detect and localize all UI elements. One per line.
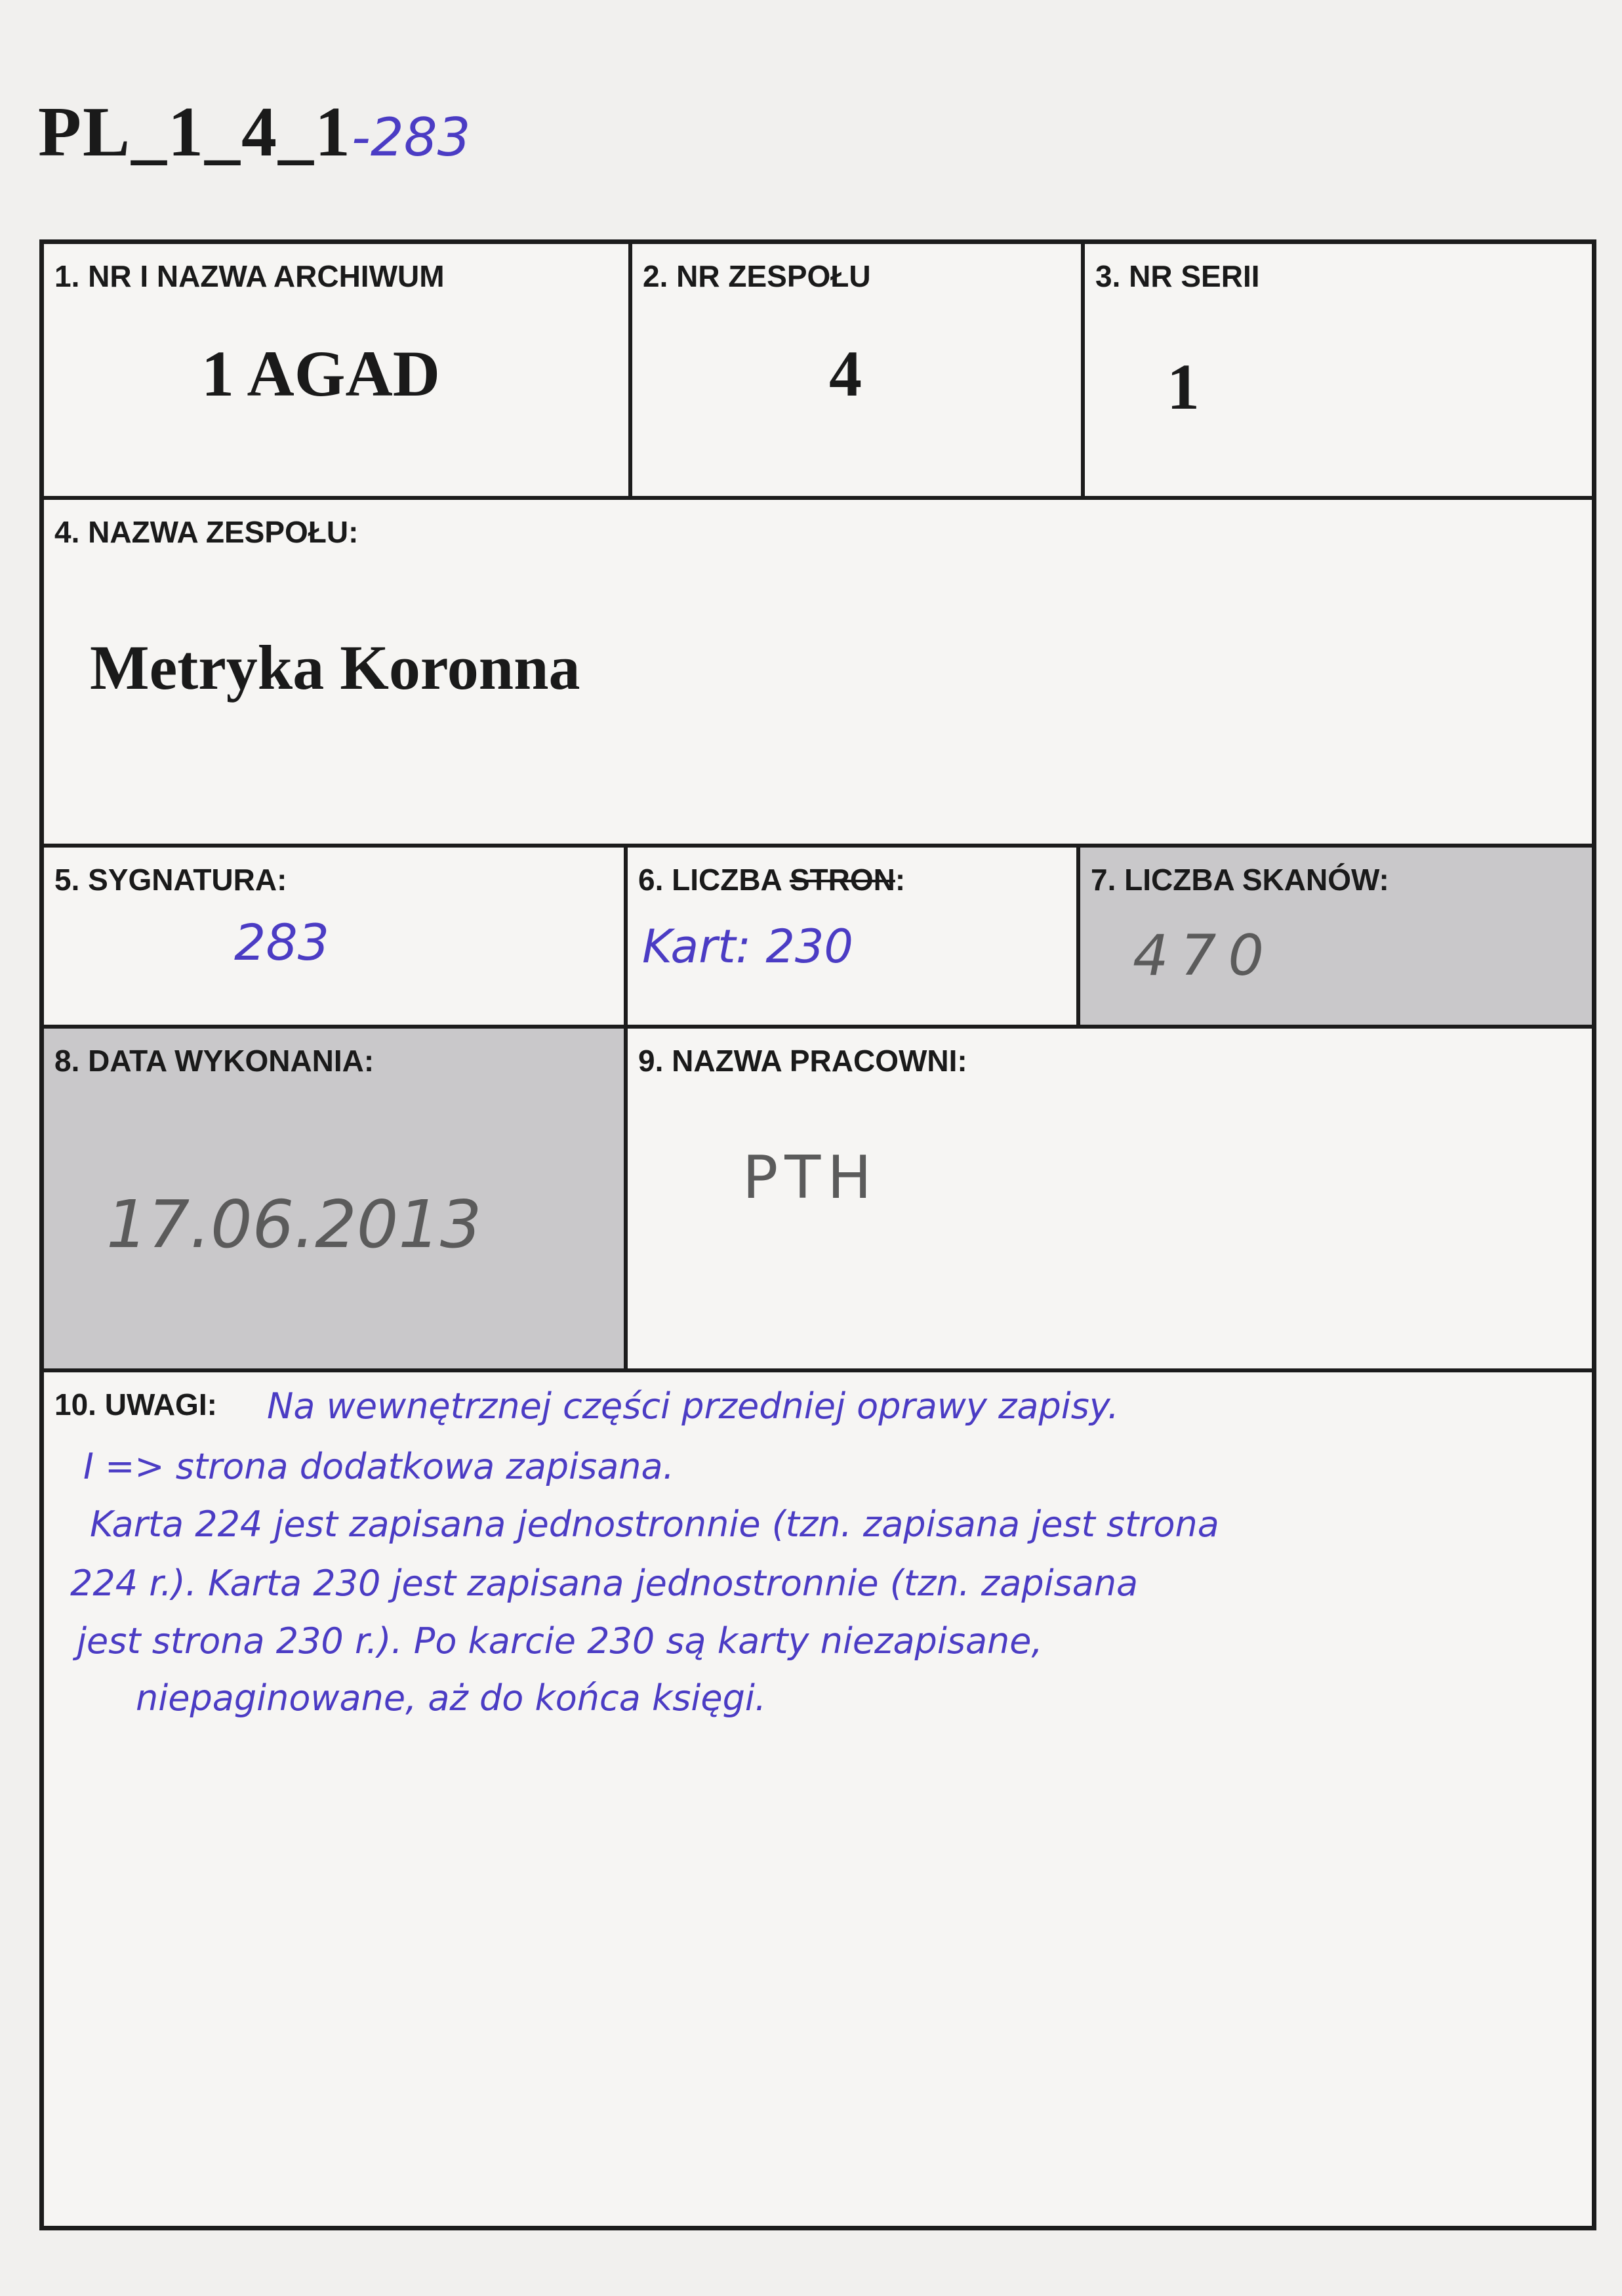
scan-count-cell [1080, 848, 1592, 1029]
page-count-label: 6. LICZBA STRON: [638, 863, 906, 897]
archive-value: 1 AGAD [201, 337, 440, 410]
fonds-number-value: 4 [829, 337, 862, 410]
fonds-name-cell [44, 500, 1592, 848]
document-id [38, 92, 471, 173]
fonds-name-value: Metryka Koronna [90, 632, 580, 703]
metadata-form [39, 239, 1596, 2230]
fonds-name-label: 4. NAZWA ZESPOŁU: [54, 515, 359, 549]
archive-cell [44, 244, 632, 500]
document-code-suffix: -283 [352, 107, 471, 168]
notes-line: Karta 224 jest zapisana jednostronnie (tzn. zapisana jest strona [90, 1504, 1219, 1545]
series-number-cell [1085, 244, 1592, 500]
fonds-number-cell [632, 244, 1085, 500]
date-label: 8. DATA WYKONANIA: [54, 1044, 375, 1078]
signature-cell [44, 848, 628, 1029]
workshop-cell [628, 1029, 1592, 1372]
page-count-cell [628, 848, 1080, 1029]
scan-count-value: 470 [1133, 923, 1276, 989]
workshop-value: PTH [742, 1143, 878, 1212]
date-value: 17.06.2013 [106, 1186, 482, 1263]
notes-line: jest strona 230 r.). Po karcie 230 są karty niezapisane, [77, 1620, 1043, 1662]
scan-count-label: 7. LICZBA SKANÓW: [1091, 863, 1389, 897]
notes-line: I => strona dodatkowa zapisana. [83, 1446, 674, 1487]
fonds-number-label: 2. NR ZESPOŁU [643, 259, 871, 293]
notes-line: niepaginowane, aż do końca księgi. [136, 1677, 767, 1719]
signature-value: 283 [234, 913, 330, 972]
date-cell [44, 1029, 628, 1372]
notes-cell [44, 1372, 1592, 2226]
archive-label: 1. NR I NAZWA ARCHIWUM [54, 259, 445, 293]
signature-label: 5. SYGNATURA: [54, 863, 287, 897]
workshop-label: 9. NAZWA PRACOWNI: [638, 1044, 967, 1078]
notes-label: 10. UWAGI: [54, 1387, 217, 1422]
series-number-label: 3. NR SERII [1095, 259, 1260, 293]
notes-line: Na wewnętrznej części przedniej oprawy zapisy. [267, 1385, 1119, 1427]
page-count-value: Kart: 230 [642, 920, 853, 974]
document-code: PL_1_4_1 [38, 93, 352, 171]
notes-line: 224 r.). Karta 230 jest zapisana jednostronnie (tzn. zapisana [70, 1563, 1139, 1604]
series-number-value: 1 [1167, 350, 1200, 423]
